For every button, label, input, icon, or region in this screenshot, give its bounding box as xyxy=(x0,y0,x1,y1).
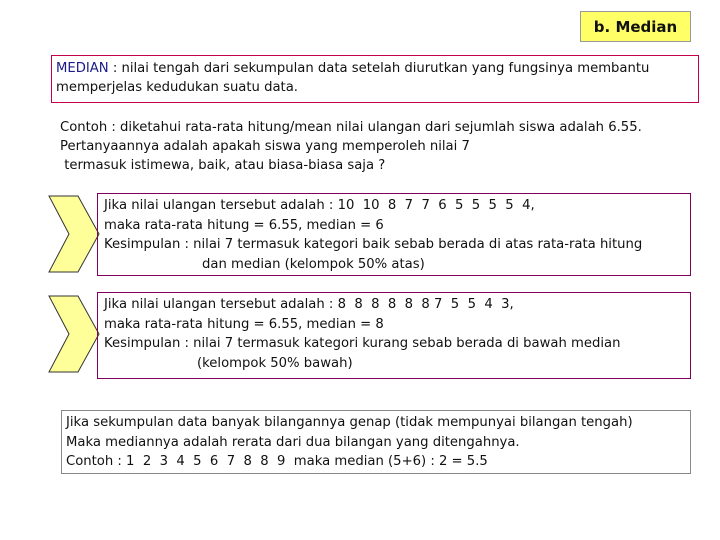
case1-line-2: maka rata-rata hitung = 6.55, median = 6 xyxy=(104,217,384,233)
case1-line-1: Jika nilai ulangan tersebut adalah : 10 10 8 7 7 6 5 5 5 5 4, xyxy=(104,198,535,213)
example-line-1: Contoh : diketahui rata-rata hitung/mean nilai ulangan dari sejumlah siswa adalah 6.55. xyxy=(60,120,642,135)
example-line-2: Pertanyaannya adalah apakah siswa yang memperoleh nilai 7 xyxy=(60,139,470,154)
even-note-line-2: Maka mediannya adalah rerata dari dua bilangan yang ditengahnya. xyxy=(66,434,520,450)
even-note-line-3: Contoh : 1 2 3 4 5 6 7 8 8 9 maka median (5+6) : 2 = 5.5 xyxy=(66,454,488,469)
section-title: b. Median xyxy=(580,11,691,42)
arrow-right-icon xyxy=(48,295,100,373)
case2-line-1: Jika nilai ulangan tersebut adalah : 8 8 8 8 8 8 7 5 5 4 3, xyxy=(104,297,514,312)
example-question xyxy=(60,118,700,175)
case2-line-4: (kelompok 50% bawah) xyxy=(197,355,353,371)
case-above-box xyxy=(97,193,691,276)
definition-line-1 xyxy=(56,59,694,78)
example-line-3: termasuk istimewa, baik, atau biasa-biasa saja ? xyxy=(60,158,386,173)
case1-line-3: Kesimpulan : nilai 7 termasuk kategori baik sebab berada di atas rata-rata hitung xyxy=(104,237,643,252)
case2-line-3: Kesimpulan : nilai 7 termasuk kategori kurang sebab berada di bawah median xyxy=(104,336,621,351)
case-below-box xyxy=(97,292,691,379)
even-count-note-box xyxy=(61,410,691,474)
case2-line-2: maka rata-rata hitung = 6.55, median = 8 xyxy=(104,316,384,332)
arrow-right-icon xyxy=(48,195,100,273)
even-note-line-1: Jika sekumpulan data banyak bilangannya genap (tidak mempunyai bilangan tengah) xyxy=(66,415,633,430)
definition-term: MEDIAN xyxy=(56,61,109,76)
definition-line-2: memperjelas kedudukan suatu data. xyxy=(56,80,298,95)
definition-box xyxy=(51,55,699,103)
case1-line-4: dan median (kelompok 50% atas) xyxy=(202,256,425,272)
definition-text: : nilai tengah dari sekumpulan data setelah diurutkan yang fungsinya membantu xyxy=(108,61,650,76)
